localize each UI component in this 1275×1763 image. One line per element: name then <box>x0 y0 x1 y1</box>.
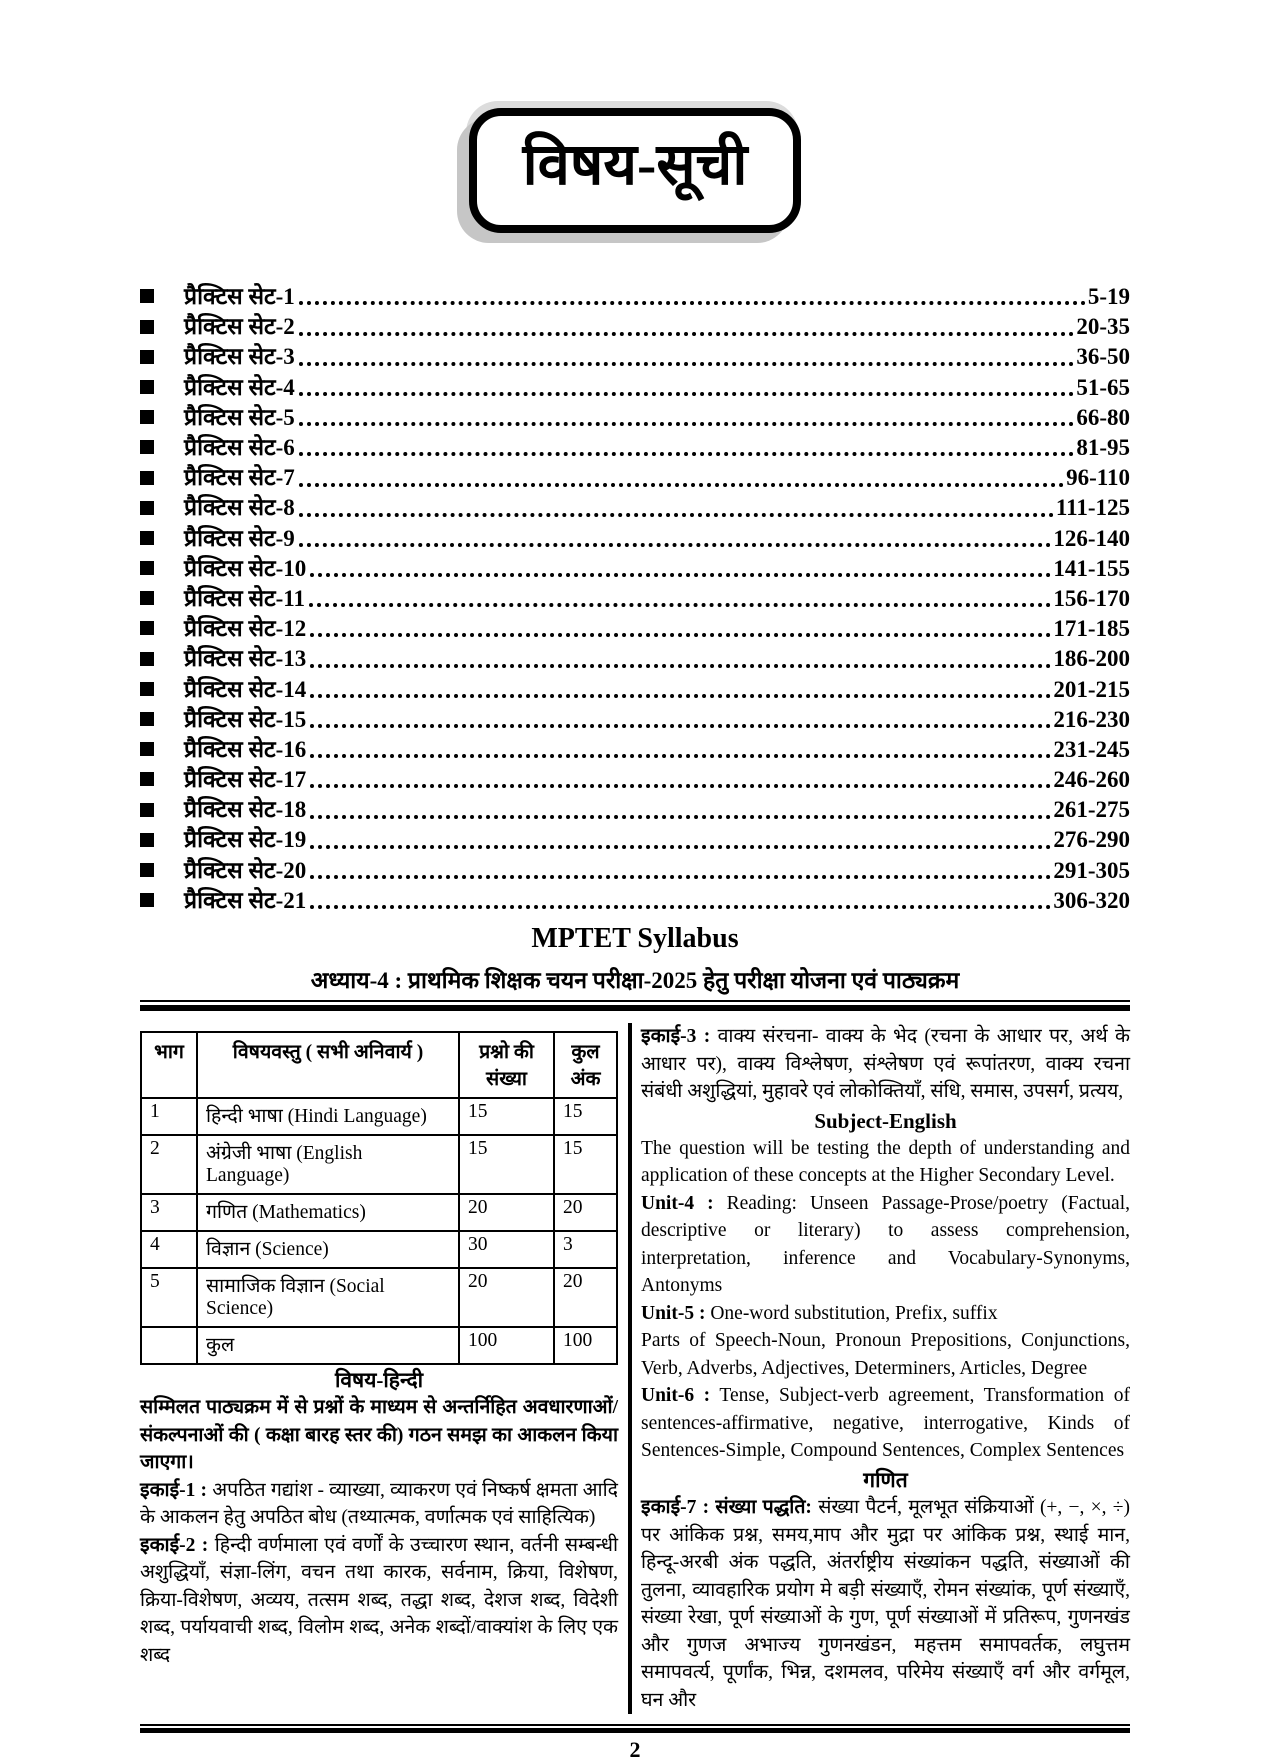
toc-item-label: प्रैक्टिस सेट-21 <box>184 887 307 913</box>
dotted-leader <box>309 603 1051 607</box>
cell-subject: अंग्रेजी भाषा (English Language) <box>197 1135 459 1194</box>
toc-item-pages: 66-80 <box>1076 404 1130 430</box>
table-row <box>141 1194 617 1231</box>
toc-item-pages: 36-50 <box>1076 344 1130 370</box>
unit4-text: Reading: Unseen Passage-Prose/poetry (Factual, descriptive or literary) to assess comprehension, interpretation, inference and Vocabulary-Synonyms, Antonyms <box>641 1192 1131 1297</box>
toc-item[interactable] <box>140 430 1130 460</box>
toc-item-pages: 141-155 <box>1053 555 1130 581</box>
syllabus-table <box>140 1031 618 1365</box>
toc-item-pages: 276-290 <box>1053 827 1130 853</box>
footer-rule <box>140 1724 1130 1733</box>
bullet-square-icon <box>140 440 154 454</box>
hindi-intro-paragraph: सम्मिलत पाठ्यक्रम में से प्रश्नों के माध्यम से अन्तर्निहित अवधारणाओं/संकल्पनाओं की ( कक्षा बारह स्तर की) गठन समझ का आकलन किया जाएगा। <box>140 1397 618 1474</box>
dotted-leader <box>299 301 1086 305</box>
subject-english-heading: Subject-English <box>814 1108 957 1133</box>
dotted-leader <box>310 664 1051 668</box>
toc-item-pages: 5-19 <box>1087 284 1130 310</box>
toc-item-label: प्रैक्टिस सेट-16 <box>184 736 307 762</box>
page-title: विषय-सूची <box>469 108 802 233</box>
toc-item-pages: 81-95 <box>1076 435 1130 461</box>
toc-item[interactable] <box>140 792 1130 822</box>
toc-item[interactable] <box>140 370 1130 400</box>
toc-item-label: प्रैक्टिस सेट-10 <box>184 555 307 581</box>
cell-marks: 20 <box>554 1268 617 1327</box>
toc-item[interactable] <box>140 551 1130 581</box>
unit5-label: Unit-5 : <box>641 1302 706 1324</box>
toc-item[interactable] <box>140 823 1130 853</box>
dotted-leader <box>299 362 1075 366</box>
cell-part <box>141 1327 197 1364</box>
toc-item-label: प्रैक्टिस सेट-18 <box>184 797 307 823</box>
cell-subject: सामाजिक विज्ञान (Social Science) <box>197 1268 459 1327</box>
subject-hindi-heading: विषय-हिन्दी <box>334 1368 424 1393</box>
cell-questions: 15 <box>459 1135 554 1194</box>
cell-marks: 3 <box>554 1231 617 1268</box>
right-column <box>641 1023 1130 1714</box>
page-number: 2 <box>629 1737 641 1763</box>
toc-item-label: प्रैक्टिस सेट-9 <box>184 525 295 551</box>
dotted-leader <box>299 483 1064 487</box>
toc-item-label: प्रैक्टिस सेट-1 <box>184 284 295 310</box>
toc-item-label: प्रैक्टिस सेट-7 <box>184 465 295 491</box>
dotted-leader <box>299 513 1054 517</box>
toc-item-pages: 51-65 <box>1076 374 1130 400</box>
toc-item-pages: 231-245 <box>1053 736 1130 762</box>
table-row <box>141 1135 617 1194</box>
toc-item-label: प्रैक्टिस सेट-19 <box>184 827 307 853</box>
toc-item[interactable] <box>140 762 1130 792</box>
toc-item[interactable] <box>140 309 1130 339</box>
document-page <box>0 108 1275 1763</box>
toc-item-label: प्रैक्टिस सेट-13 <box>184 646 307 672</box>
dotted-leader <box>310 724 1051 728</box>
toc-item-label: प्रैक्टिस सेट-12 <box>184 616 307 642</box>
toc-item[interactable] <box>140 400 1130 430</box>
toc-item-pages: 186-200 <box>1053 646 1130 672</box>
toc-item-label: प्रैक्टिस सेट-8 <box>184 495 295 521</box>
dotted-leader <box>310 633 1051 637</box>
unit3-paragraph <box>641 1023 1130 1106</box>
title-wrap <box>140 108 1130 233</box>
toc-item-label: प्रैक्टिस सेट-6 <box>184 435 295 461</box>
toc-item-label: प्रैक्टिस सेट-3 <box>184 344 295 370</box>
unit7-label: इकाई-7 : संख्या पद्धति: <box>641 1497 812 1519</box>
table-row <box>141 1231 617 1268</box>
unit3-label: इकाई-3 : <box>641 1026 711 1048</box>
unit1-label: इकाई-1 : <box>140 1479 208 1501</box>
cell-part: 5 <box>141 1268 197 1327</box>
toc-item[interactable] <box>140 340 1130 370</box>
dotted-leader <box>299 392 1075 396</box>
bullet-square-icon <box>140 772 154 786</box>
section-rule-top <box>140 1000 1130 1011</box>
table-header-row <box>141 1032 617 1098</box>
unit3-text: वाक्य संरचना- वाक्य के भेद (रचना के आधार पर, अर्थ के आधार पर), वाक्य विश्लेषण, संश्लेषण एवं रूपांतरण, वाक्य रचना संबंधी अशुद्धियां, मुहावरे एवं लोकोक्तियाँ, संधि, समास, उपसर्ग, प्रत्यय, <box>641 1026 1130 1103</box>
toc-item[interactable] <box>140 883 1130 913</box>
dotted-leader <box>310 875 1051 879</box>
dotted-leader <box>310 754 1051 758</box>
dotted-leader <box>310 784 1051 788</box>
toc-item-label: प्रैक्टिस सेट-4 <box>184 374 295 400</box>
bullet-square-icon <box>140 289 154 303</box>
bullet-square-icon <box>140 893 154 907</box>
toc-item-pages: 246-260 <box>1053 767 1130 793</box>
cell-part: 1 <box>141 1098 197 1135</box>
toc-item-label: प्रैक्टिस सेट-2 <box>184 314 295 340</box>
bullet-square-icon <box>140 863 154 877</box>
toc-item-pages: 156-170 <box>1053 585 1130 611</box>
bullet-square-icon <box>140 621 154 635</box>
unit2-paragraph <box>140 1532 618 1670</box>
bullet-square-icon <box>140 742 154 756</box>
toc-item[interactable] <box>140 702 1130 732</box>
cell-part: 2 <box>141 1135 197 1194</box>
toc-item-label: प्रैक्टिस सेट-15 <box>184 706 307 732</box>
bullet-square-icon <box>140 350 154 364</box>
dotted-leader <box>310 905 1051 909</box>
chapter-heading: अध्याय-4 : प्राथमिक शिक्षक चयन परीक्षा-2025 हेतु परीक्षा योजना एवं पाठ्यक्रम <box>310 968 960 994</box>
bullet-square-icon <box>140 320 154 334</box>
dotted-leader <box>310 845 1051 849</box>
toc-item-label: प्रैक्टिस सेट-14 <box>184 676 307 702</box>
bullet-square-icon <box>140 471 154 485</box>
cell-questions: 20 <box>459 1268 554 1327</box>
bullet-square-icon <box>140 591 154 605</box>
cell-marks: 15 <box>554 1098 617 1135</box>
bullet-square-icon <box>140 380 154 394</box>
cell-subject: कुल <box>197 1327 459 1364</box>
parts-of-speech-paragraph: Parts of Speech-Noun, Pronoun Prepositions, Conjunctions, Verb, Adverbs, Adjectives, Determiners, Articles, Degree <box>641 1330 1130 1379</box>
bullet-square-icon <box>140 531 154 545</box>
toc-item-pages: 201-215 <box>1053 676 1130 702</box>
unit7-paragraph <box>641 1494 1130 1714</box>
bullet-square-icon <box>140 501 154 515</box>
math-heading: गणित <box>863 1467 908 1492</box>
cell-marks: 100 <box>554 1327 617 1364</box>
toc-item-pages: 216-230 <box>1053 706 1130 732</box>
syllabus-columns <box>140 1023 1130 1714</box>
cell-questions: 100 <box>459 1327 554 1364</box>
toc-item-pages: 171-185 <box>1053 616 1130 642</box>
toc-item[interactable] <box>140 641 1130 671</box>
toc-item-label: प्रैक्टिस सेट-11 <box>184 585 305 611</box>
unit6-text: Tense, Subject-verb agreement, Transformation of sentences-affirmative, negative, interrogative, Kinds of Sentences-Simple, Compound Sentences, Complex Sentences <box>641 1385 1131 1462</box>
dotted-leader <box>299 543 1052 547</box>
toc-item-pages: 96-110 <box>1066 465 1130 491</box>
bullet-square-icon <box>140 712 154 726</box>
unit2-label: इकाई-2 : <box>140 1534 209 1556</box>
cell-part: 3 <box>141 1194 197 1231</box>
cell-subject: हिन्दी भाषा (Hindi Language) <box>197 1098 459 1135</box>
column-divider <box>628 1023 632 1714</box>
toc-item[interactable] <box>140 491 1130 521</box>
toc-item-pages: 126-140 <box>1053 525 1130 551</box>
cell-questions: 30 <box>459 1231 554 1268</box>
toc-item[interactable] <box>140 279 1130 309</box>
english-intro-paragraph: The question will be testing the depth of understanding and application of these concepts at the Higher Secondary Level. <box>641 1137 1130 1187</box>
dotted-leader <box>310 573 1051 577</box>
unit4-label: Unit-4 : <box>641 1192 714 1214</box>
toc-item[interactable] <box>140 521 1130 551</box>
header-subject: विषयवस्तु ( सभी अनिवार्य ) <box>197 1032 459 1098</box>
toc-item[interactable] <box>140 672 1130 702</box>
toc-item-label: प्रैक्टिस सेट-20 <box>184 857 307 883</box>
dotted-leader <box>299 452 1075 456</box>
table-row <box>141 1268 617 1327</box>
toc-item-pages: 291-305 <box>1053 857 1130 883</box>
unit5-text: One-word substitution, Prefix, suffix <box>710 1302 998 1324</box>
toc-item[interactable] <box>140 460 1130 490</box>
toc-item[interactable] <box>140 581 1130 611</box>
dotted-leader <box>310 815 1051 819</box>
unit7-text: संख्या पैटर्न, मूलभूत संक्रियाओं (+, −, ×, ÷) पर आंकिक प्रश्न, समय,माप और मुद्रा पर आंकिक प्रश्न, स्थाई मान, हिन्दू-अरबी अंक पद्धति, अंतर्राष्ट्रीय संख्यांकन पद्धति, संख्याओं की तुलना, व्यावहारिक प्रयोग मे बड़ी संख्याएँ, रोमन संख्यांक, पूर्ण संख्याएँ, संख्या रेखा, पूर्ण संख्याओं के गुण, पूर्ण संख्याओं में प्रतिरूप, गुणनखंड और गुणज अभाज्य गुणनखंडन, महत्तम समापवर्तक, लघुत्तम समापवर्त्य, पूर्णांक, भिन्न, दशमलव, परिमेय संख्याएँ वर्ग और वर्गमूल, घन और <box>641 1497 1130 1711</box>
cell-marks: 15 <box>554 1135 617 1194</box>
toc-item-pages: 306-320 <box>1053 887 1130 913</box>
cell-part: 4 <box>141 1231 197 1268</box>
unit1-paragraph <box>140 1477 618 1532</box>
left-column <box>140 1023 618 1714</box>
header-total-marks: कुल अंक <box>554 1032 617 1098</box>
bullet-square-icon <box>140 410 154 424</box>
toc-item-label: प्रैक्टिस सेट-17 <box>184 767 307 793</box>
bullet-square-icon <box>140 803 154 817</box>
unit5-paragraph <box>641 1300 1130 1328</box>
unit6-paragraph <box>641 1382 1130 1465</box>
unit1-text: अपठित गद्यांश - व्याख्या, व्याकरण एवं निष्कर्ष क्षमता आदि के आकलन हेतु अपठित बोध (तथ्यात्मक, वर्णात्मक एवं साहित्यिक) <box>140 1479 618 1529</box>
dotted-leader <box>299 422 1075 426</box>
toc-item-pages: 111-125 <box>1055 495 1130 521</box>
bullet-square-icon <box>140 833 154 847</box>
syllabus-heading: MPTET Syllabus <box>531 923 739 955</box>
toc-list <box>140 279 1130 913</box>
cell-questions: 15 <box>459 1098 554 1135</box>
toc-item[interactable] <box>140 853 1130 883</box>
table-total-row <box>141 1327 617 1364</box>
bullet-square-icon <box>140 682 154 696</box>
dotted-leader <box>310 694 1051 698</box>
header-part: भाग <box>141 1032 197 1098</box>
toc-item-label: प्रैक्टिस सेट-5 <box>184 404 295 430</box>
cell-questions: 20 <box>459 1194 554 1231</box>
cell-subject: गणित (Mathematics) <box>197 1194 459 1231</box>
toc-item[interactable] <box>140 611 1130 641</box>
unit2-text: हिन्दी वर्णमाला एवं वर्णों के उच्चारण स्थान, वर्तनी सम्बन्धी अशुद्धियाँ, संज्ञा-लिंग, वचन तथा कारक, सर्वनाम, क्रिया, विशेषण, क्रिया-विशेषण, अव्यय, तत्सम शब्द, तद्धा शब्द, देशज शब्द, विदेशी शब्द, पर्यायवाची शब्द, विलोम शब्द, अनेक शब्दों/वाक्यांश के लिए एक शब्द <box>140 1534 619 1666</box>
cell-marks: 20 <box>554 1194 617 1231</box>
dotted-leader <box>299 332 1075 336</box>
toc-item-pages: 20-35 <box>1076 314 1130 340</box>
header-question-count: प्रश्नो की संख्या <box>459 1032 554 1098</box>
toc-item-pages: 261-275 <box>1053 797 1130 823</box>
bullet-square-icon <box>140 652 154 666</box>
table-row <box>141 1098 617 1135</box>
bullet-square-icon <box>140 561 154 575</box>
cell-subject: विज्ञान (Science) <box>197 1231 459 1268</box>
unit6-label: Unit-6 : <box>641 1385 711 1407</box>
unit4-paragraph <box>641 1190 1130 1300</box>
toc-item[interactable] <box>140 732 1130 762</box>
